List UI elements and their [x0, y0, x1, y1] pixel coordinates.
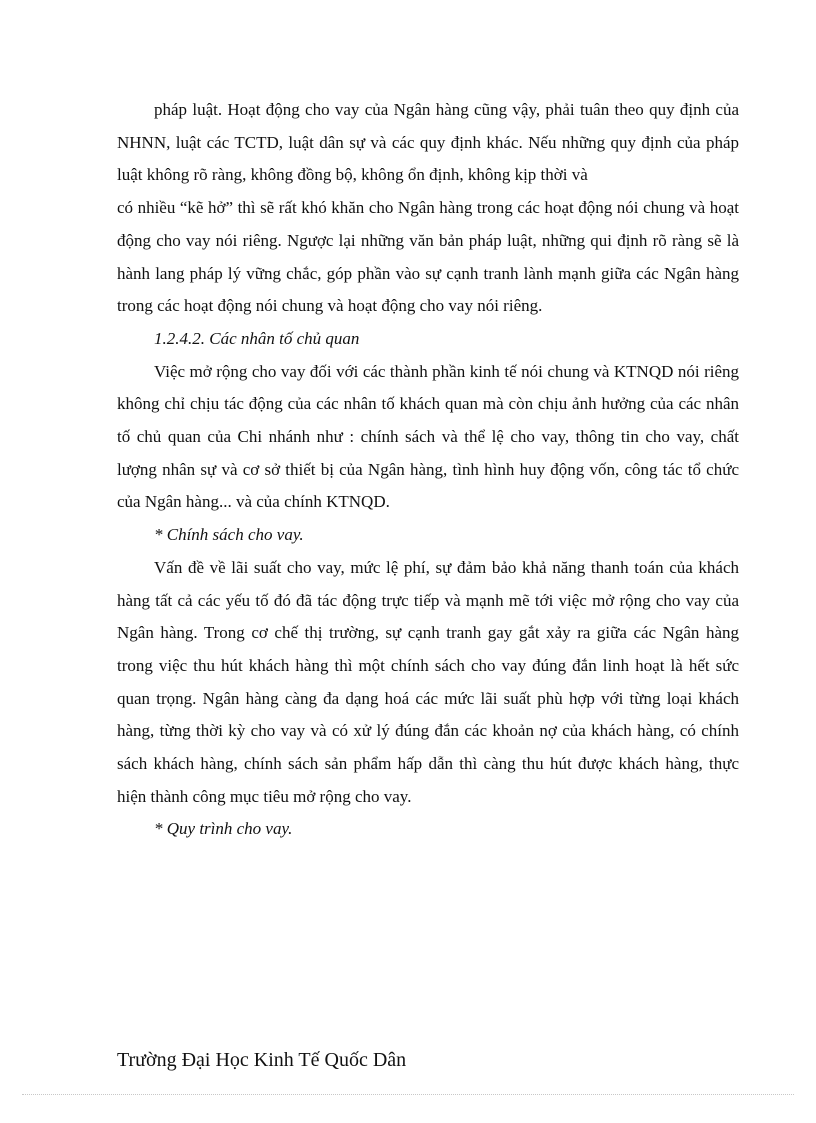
paragraph-subjective-factors: Việc mở rộng cho vay đối với các thành phần kinh tế nói chung và KTNQD nói riêng không chỉ chịu tác động của các nhân tố khách quan mà còn chịu ảnh hưởng của các nhân tố chủ quan của Chi nhánh như : chính sách và thể lệ cho vay, thông tin cho vay, chất lượng nhân sự và cơ sở thiết bị của Ngân hàng, tình hình huy động vốn, công tác tổ chức của Ngân hàng... và của chính KTNQD.	[117, 361, 739, 512]
paragraph-loopholes: có nhiều “kẽ hở” thì sẽ rất khó khăn cho Ngân hàng trong các hoạt động nói chung và hoạt động cho vay nói riêng. Ngược lại những văn bản pháp luật, những qui định rõ ràng sẽ là hành lang pháp lý vững chắc, góp phần vào sự cạnh tranh lành mạnh giữa các Ngân hàng trong các hoạt động nói chung và hoạt động cho vay nói riêng.	[117, 198, 739, 316]
subheading-lending-policy: * Chính sách cho vay.	[154, 525, 304, 545]
document-body	[117, 94, 739, 846]
paragraph-legal-framework: pháp luật. Hoạt động cho vay của Ngân hàng cũng vậy, phải tuân theo quy định của NHNN, luật các TCTD, luật dân sự và các quy định khác. Nếu những quy định của pháp luật không rõ ràng, không đồng bộ, không ổn định, không kịp thời và	[117, 100, 739, 185]
footer-university-name: Trường Đại Học Kinh Tế Quốc Dân	[117, 1049, 407, 1071]
subheading-lending-process: * Quy trình cho vay.	[154, 819, 293, 839]
paragraph-lending-policy: Vấn đề về lãi suất cho vay, mức lệ phí, sự đảm bảo khả năng thanh toán của khách hàng tất cả các yếu tố đó đã tác động trực tiếp và mạnh mẽ tới việc mở rộng cho vay của Ngân hàng. Trong cơ chế thị trường, sự cạnh tranh gay gắt xảy ra giữa các Ngân hàng trong việc thu hút khách hàng thì một chính sách cho vay đúng đắn linh hoạt là hết sức quan trọng. Ngân hàng càng đa dạng hoá các mức lãi suất phù hợp với từng loại khách hàng, từng thời kỳ cho vay và có xử lý đúng đắn các khoản nợ của khách hàng, có chính sách khách hàng, chính sách sản phẩm hấp dẫn thì càng thu hút được khách hàng, thực hiện thành công mục tiêu mở rộng cho vay.	[117, 557, 739, 806]
footer-divider	[22, 1094, 794, 1095]
section-heading-subjective-factors: 1.2.4.2. Các nhân tố chủ quan	[154, 328, 360, 348]
